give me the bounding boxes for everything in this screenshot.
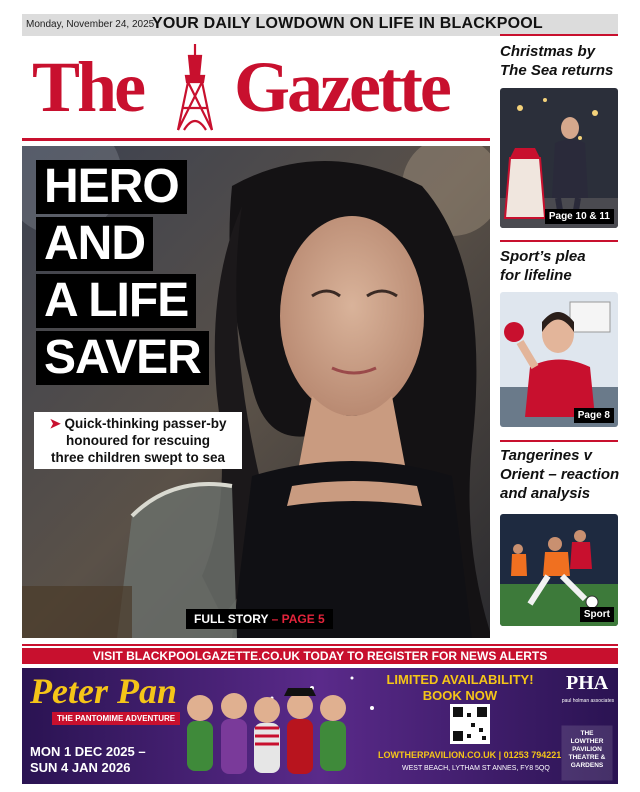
masthead-rule	[22, 138, 490, 141]
show-dates: MON 1 DEC 2025 – SUN 4 JAN 2026	[30, 744, 146, 775]
sidebar-rule	[500, 34, 618, 36]
headline-line: AND	[36, 217, 153, 271]
box-office-contact[interactable]: LOWTHERPAVILION.CO.UK | 01253 794221	[378, 750, 562, 760]
page-tag: Page 10 & 11	[545, 209, 614, 224]
show-title: Peter Pan	[30, 671, 177, 711]
show-subtitle: THE PANTOMIME ADVENTURE	[52, 712, 180, 725]
standfirst-line: honoured for rescuing	[65, 433, 210, 448]
masthead-the: The	[32, 47, 144, 127]
sidebar-story-title[interactable]: Sport’s plea for lifeline	[500, 248, 586, 284]
full-story-label: FULL STORY	[194, 612, 269, 626]
full-story-link[interactable]	[186, 609, 333, 629]
masthead	[22, 42, 490, 136]
sidebar-photo-sport[interactable]	[500, 292, 618, 427]
sidebar-story-title[interactable]: Tangerines v Orient – reaction and analysis	[500, 447, 620, 502]
lead-standfirst	[34, 412, 242, 469]
blackpool-tower-icon	[170, 42, 220, 132]
masthead-gazette: Gazette	[234, 47, 449, 127]
venue-address: WEST BEACH, LYTHAM ST ANNES, FY8 5QQ	[402, 765, 550, 772]
banner-rule	[22, 644, 618, 646]
standfirst-line: three children swept to sea	[50, 450, 226, 465]
sidebar-story-title[interactable]: Christmas by The Sea returns	[500, 43, 614, 79]
sidebar-rule	[500, 440, 618, 442]
sidebar-photo-christmas[interactable]	[500, 88, 618, 228]
headline-line: A LIFE	[36, 274, 196, 328]
pha-logo: PHA	[566, 672, 609, 694]
full-story-page: – PAGE 5	[271, 612, 325, 626]
panto-advert[interactable]	[22, 668, 618, 784]
sidebar-rule	[500, 240, 618, 242]
availability-text: LIMITED AVAILABILITY! BOOK NOW	[386, 672, 534, 703]
news-alerts-text: VISIT BLACKPOOLGAZETTE.CO.UK TODAY TO REGISTER FOR NEWS ALERTS	[92, 649, 548, 663]
pha-subtitle: paul holman associates	[561, 698, 615, 704]
tagline: YOUR DAILY LOWDOWN ON LIFE IN BLACKPOOL	[152, 15, 543, 32]
standfirst-line: Quick-thinking passer-by	[64, 416, 227, 431]
sidebar-photo-football[interactable]	[500, 514, 618, 626]
headline-line: SAVER	[36, 331, 209, 385]
lead-headline	[36, 160, 242, 388]
issue-date: Monday, November 24, 2025	[26, 19, 155, 30]
venue-logo: THE LOWTHER PAVILION THEATRE & GARDENS	[568, 730, 606, 769]
arrow-icon: ➤	[49, 416, 61, 431]
page-tag: Sport	[580, 607, 614, 622]
page-tag: Page 8	[574, 408, 614, 423]
headline-line: HERO	[36, 160, 187, 214]
